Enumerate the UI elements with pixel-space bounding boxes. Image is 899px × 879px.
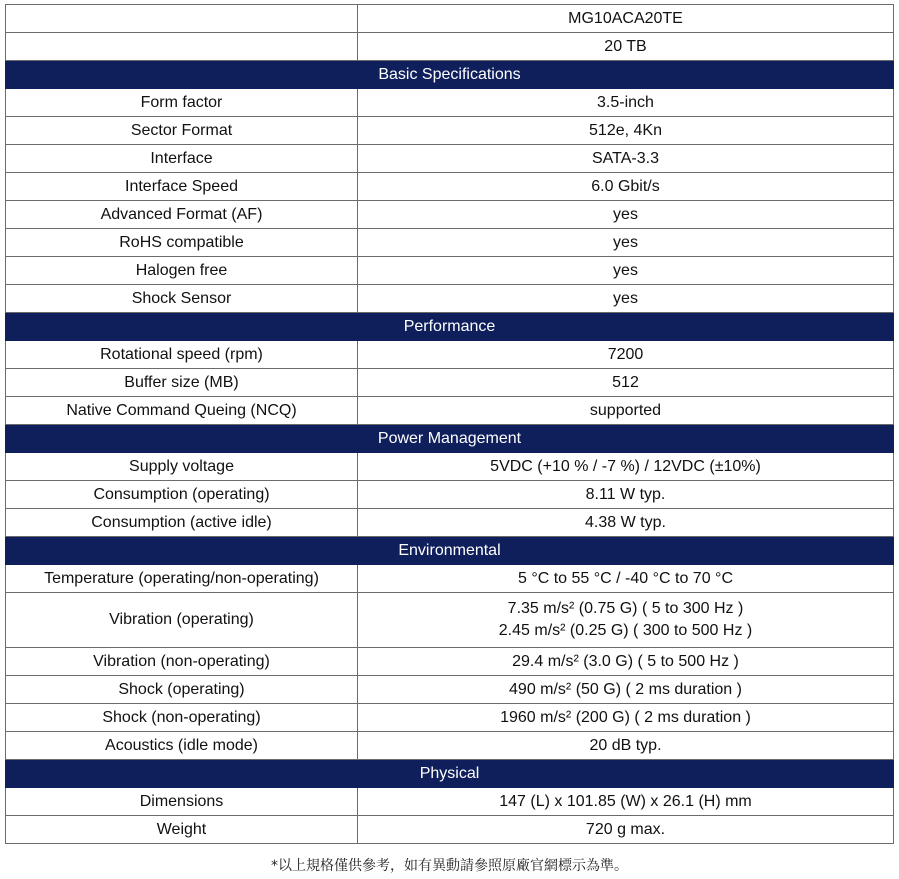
spec-label: Form factor (6, 89, 358, 117)
spec-label: Dimensions (6, 788, 358, 816)
spec-value: 512e, 4Kn (358, 117, 894, 145)
model-name: MG10ACA20TE (358, 5, 894, 33)
spec-row (6, 788, 894, 816)
spec-row (6, 816, 894, 844)
spec-row (6, 481, 894, 509)
footnote: *以上規格僅供參考，如有異動請參照原廠官網標示為準。 (271, 858, 628, 874)
spec-row (6, 229, 894, 257)
spec-label: Interface Speed (6, 173, 358, 201)
spec-row (6, 593, 894, 648)
spec-value: SATA-3.3 (358, 145, 894, 173)
spec-row (6, 648, 894, 676)
section-header-performance (6, 313, 894, 341)
section-title: Power Management (6, 425, 894, 453)
spec-row (6, 732, 894, 760)
spec-label: Temperature (operating/non-operating) (6, 565, 358, 593)
spec-row (6, 397, 894, 425)
spec-value: 147 (L) x 101.85 (W) x 26.1 (H) mm (358, 788, 894, 816)
spec-value: 29.4 m/s² (3.0 G) ( 5 to 500 Hz ) (358, 648, 894, 676)
spec-value: 6.0 Gbit/s (358, 173, 894, 201)
section-title: Performance (6, 313, 894, 341)
empty-cell (6, 33, 358, 61)
spec-value: 5VDC (+10 % / -7 %) / 12VDC (±10%) (358, 453, 894, 481)
section-title: Physical (6, 760, 894, 788)
spec-label: Vibration (operating) (6, 593, 358, 648)
spec-label: Buffer size (MB) (6, 369, 358, 397)
spec-label: Vibration (non-operating) (6, 648, 358, 676)
spec-row (6, 285, 894, 313)
spec-value: supported (358, 397, 894, 425)
spec-row (6, 341, 894, 369)
spec-label: Supply voltage (6, 453, 358, 481)
spec-row (6, 173, 894, 201)
spec-value: yes (358, 229, 894, 257)
spec-row (6, 89, 894, 117)
empty-cell (6, 5, 358, 33)
spec-row (6, 509, 894, 537)
spec-row (6, 453, 894, 481)
spec-value: 1960 m/s² (200 G) ( 2 ms duration ) (358, 704, 894, 732)
spec-value: 490 m/s² (50 G) ( 2 ms duration ) (358, 676, 894, 704)
spec-label: RoHS compatible (6, 229, 358, 257)
spec-row (6, 704, 894, 732)
spec-row (6, 145, 894, 173)
spec-table (5, 4, 894, 844)
spec-value: 8.11 W typ. (358, 481, 894, 509)
spec-row (6, 676, 894, 704)
spec-label: Rotational speed (rpm) (6, 341, 358, 369)
spec-label: Halogen free (6, 257, 358, 285)
spec-value: 3.5-inch (358, 89, 894, 117)
spec-label: Acoustics (idle mode) (6, 732, 358, 760)
spec-row (6, 565, 894, 593)
section-title: Basic Specifications (6, 61, 894, 89)
spec-row (6, 369, 894, 397)
capacity-row (6, 33, 894, 61)
section-header-basic (6, 61, 894, 89)
section-title: Environmental (6, 537, 894, 565)
spec-label: Sector Format (6, 117, 358, 145)
spec-label: Consumption (operating) (6, 481, 358, 509)
spec-value: 7200 (358, 341, 894, 369)
capacity-value: 20 TB (358, 33, 894, 61)
spec-value-multiline (358, 593, 894, 648)
spec-label: Shock (non-operating) (6, 704, 358, 732)
spec-label: Weight (6, 816, 358, 844)
spec-label: Advanced Format (AF) (6, 201, 358, 229)
spec-value: 4.38 W typ. (358, 509, 894, 537)
spec-row (6, 117, 894, 145)
section-header-physical (6, 760, 894, 788)
section-header-environmental (6, 537, 894, 565)
spec-value: 20 dB typ. (358, 732, 894, 760)
spec-label: Consumption (active idle) (6, 509, 358, 537)
spec-value-line-1: 7.35 m/s² (0.75 G) ( 5 to 300 Hz ) (507, 600, 744, 617)
spec-value: 5 °C to 55 °C / -40 °C to 70 °C (358, 565, 894, 593)
spec-label: Native Command Queing (NCQ) (6, 397, 358, 425)
spec-value: yes (358, 201, 894, 229)
spec-value: 512 (358, 369, 894, 397)
spec-value: yes (358, 257, 894, 285)
spec-label: Shock (operating) (6, 676, 358, 704)
section-header-power (6, 425, 894, 453)
spec-value: 720 g max. (358, 816, 894, 844)
spec-value-line-2: 2.45 m/s² (0.25 G) ( 300 to 500 Hz ) (498, 622, 753, 639)
spec-label: Interface (6, 145, 358, 173)
spec-value: yes (358, 285, 894, 313)
spec-row (6, 257, 894, 285)
model-row (6, 5, 894, 33)
spec-label: Shock Sensor (6, 285, 358, 313)
spec-row (6, 201, 894, 229)
